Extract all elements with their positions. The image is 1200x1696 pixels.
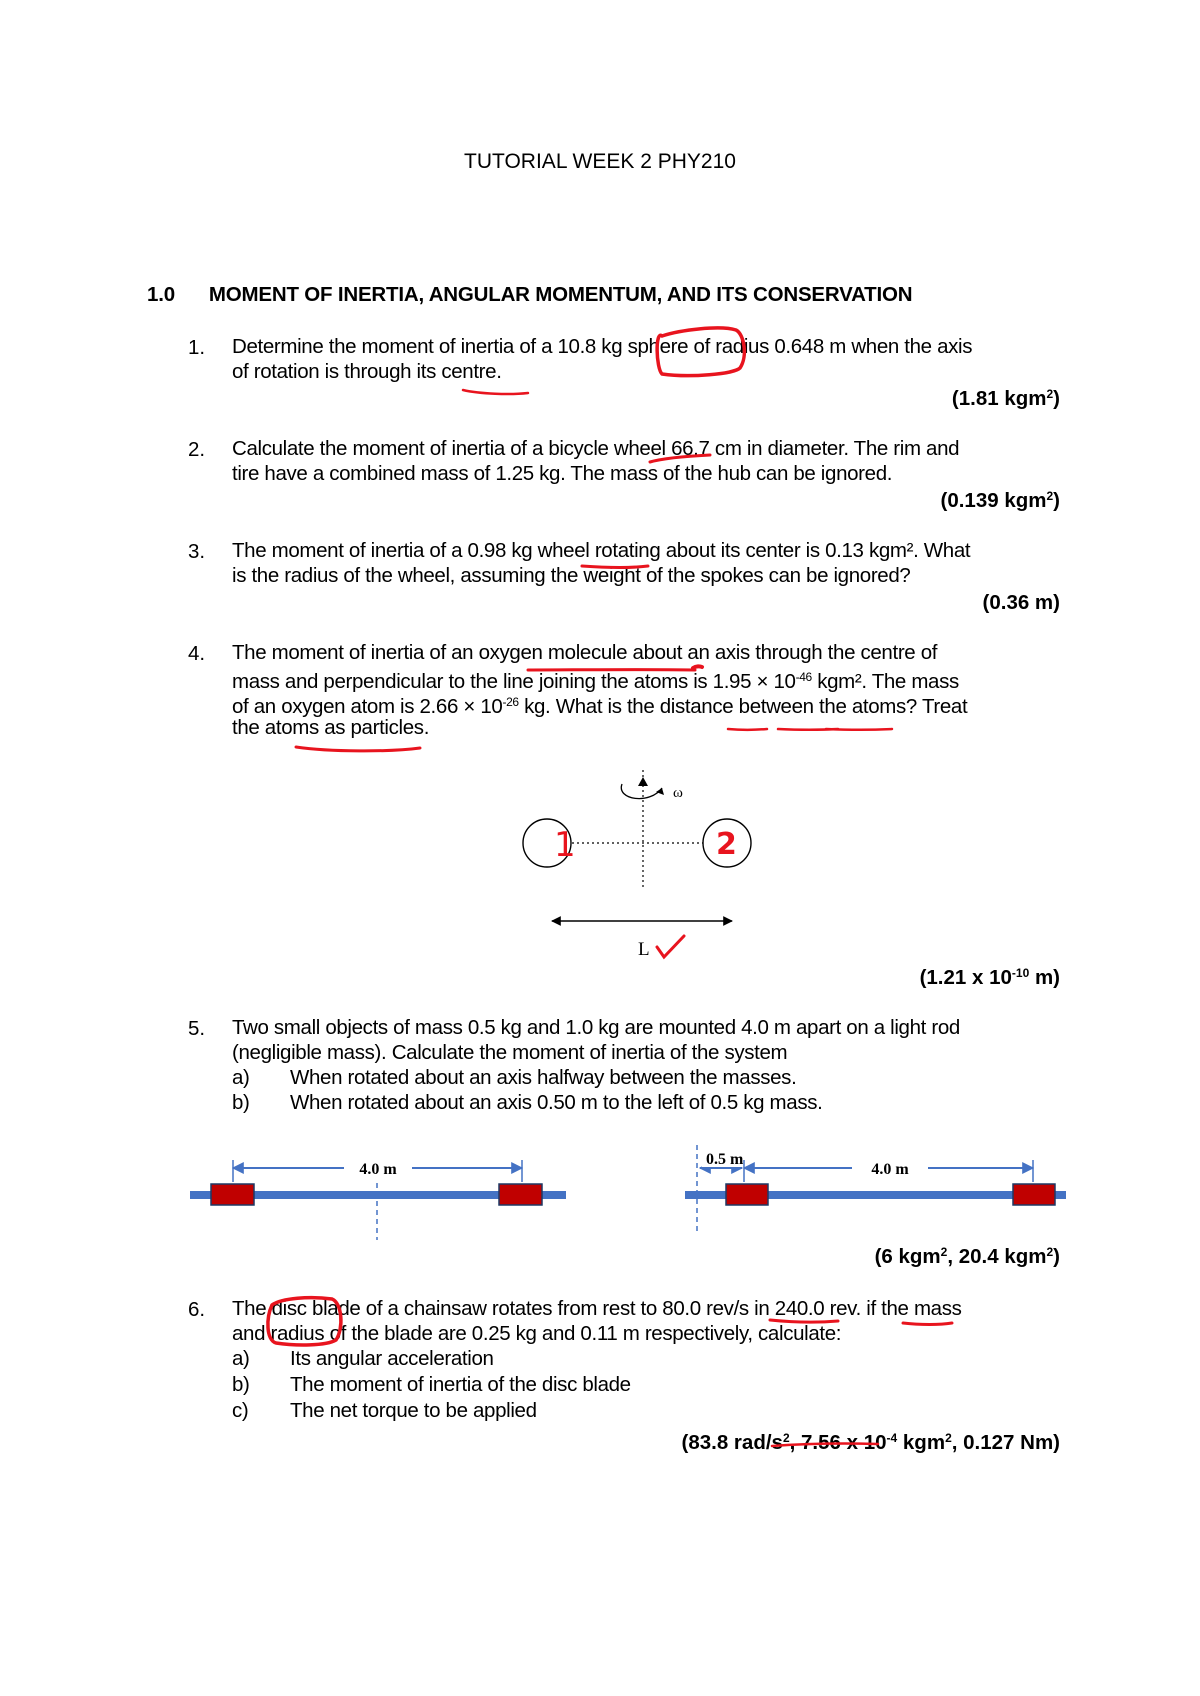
atom-2-number: 2 bbox=[716, 827, 737, 862]
question-text-line: The disc blade of a chainsaw rotates from rest to 80.0 rev/s in 240.0 rev. if the mass bbox=[232, 1297, 962, 1320]
oxygen-molecule-figure bbox=[523, 770, 751, 960]
mass-block bbox=[211, 1184, 254, 1205]
mass-block bbox=[499, 1184, 542, 1205]
question-text-line: Determine the moment of inertia of a 10.8 kg sphere of radius 0.648 m when the axis bbox=[232, 335, 973, 358]
underline-annotation bbox=[463, 390, 528, 394]
answer: (83.8 rad/$s^2$, 7.56 x $10^{-4}$ kgm$^2$, 0.127 Nm) bbox=[681, 1431, 1060, 1454]
sub-question-label: a) bbox=[232, 1066, 250, 1089]
answer: (1.81 kgm$^2$) bbox=[951, 387, 1060, 410]
atom-1-number: 1 bbox=[554, 825, 576, 865]
circle-annotation bbox=[268, 1298, 341, 1345]
question-text-line: is the radius of the wheel, assuming the weight of the spokes can be ignored? bbox=[232, 564, 911, 587]
underline-annotation bbox=[826, 729, 892, 730]
underline-annotation bbox=[582, 566, 648, 568]
circle-annotation bbox=[657, 328, 744, 376]
section-title: MOMENT OF INERTIA, ANGULAR MOMENTUM, AND ITS CONSERVATION bbox=[208, 283, 913, 306]
sub-question-text: The moment of inertia of the disc blade bbox=[290, 1373, 631, 1396]
answer: (6 kgm$^2$, 20.4 kgm$^2$) bbox=[874, 1245, 1060, 1268]
question-number: 6. bbox=[188, 1298, 206, 1321]
question-text-line: tire have a combined mass of 1.25 kg. The mass of the hub can be ignored. bbox=[232, 462, 893, 485]
sub-question-label: a) bbox=[232, 1347, 250, 1370]
sub-question-label: c) bbox=[232, 1399, 249, 1422]
question-text-line: mass and perpendicular to the line joining the atoms is $1.95 \times 10^{-46}$ kgm². The mass bbox=[232, 670, 959, 693]
question-number: 1. bbox=[188, 336, 206, 359]
sub-question-text: When rotated about an axis 0.50 m to the left of 0.5 kg mass. bbox=[290, 1091, 823, 1114]
question-number: 2. bbox=[188, 438, 206, 461]
sub-question-label: b) bbox=[232, 1373, 250, 1396]
underline-annotation bbox=[770, 1320, 838, 1322]
question-text-line: Calculate the moment of inertia of a bicycle wheel 66.7 cm in diameter. The rim and bbox=[232, 437, 960, 460]
omega-label: ω bbox=[673, 785, 683, 801]
underline-annotation bbox=[903, 1323, 952, 1325]
sub-question-label: b) bbox=[232, 1091, 250, 1114]
rod-figure-b bbox=[685, 1145, 1066, 1234]
answer: (0.139 kgm$^2$) bbox=[940, 489, 1060, 512]
question-text-line: The moment of inertia of a 0.98 kg wheel rotating about its center is 0.13 kgm². What bbox=[232, 539, 971, 562]
sub-question-text: The net torque to be applied bbox=[290, 1399, 537, 1422]
question-text-line: of an oxygen atom is $2.66 \times 10^{-26}$ kg. What is the distance between the atoms? Treat bbox=[232, 695, 968, 718]
distance-label: 4.0 m bbox=[871, 1161, 909, 1178]
answer: (1.21 x $10^{-10}$ m) bbox=[919, 966, 1060, 989]
section-number: 1.0 bbox=[147, 283, 175, 306]
handwritten-annotations bbox=[268, 328, 952, 1446]
axis-arrow-icon bbox=[638, 777, 648, 786]
question-text-line: The moment of inertia of an oxygen molecule about an axis through the centre of bbox=[232, 641, 938, 664]
question-number: 5. bbox=[188, 1017, 206, 1040]
underline-annotation bbox=[728, 729, 767, 730]
question-number: 3. bbox=[188, 540, 206, 563]
check-mark-icon bbox=[657, 936, 684, 957]
mass-block bbox=[1013, 1184, 1055, 1205]
question-text-line: and radius of the blade are 0.25 kg and 0.11 m respectively, calculate: bbox=[232, 1322, 842, 1345]
answer: (0.36 m) bbox=[982, 591, 1060, 614]
length-label: L bbox=[638, 939, 650, 960]
question-text-line: of rotation is through its centre. bbox=[232, 360, 502, 383]
rotation-arrow-icon bbox=[621, 784, 662, 799]
strikethrough-annotation bbox=[772, 1444, 878, 1446]
question-text-line: Two small objects of mass 0.5 kg and 1.0 kg are mounted 4.0 m apart on a light rod bbox=[232, 1016, 960, 1039]
distance-label: 4.0 m bbox=[359, 1161, 397, 1178]
sub-question-text: Its angular acceleration bbox=[290, 1347, 494, 1370]
question-text-line: the atoms as particles. bbox=[232, 716, 430, 739]
mass-block bbox=[726, 1184, 768, 1205]
underline-annotation bbox=[650, 455, 710, 462]
page-title: TUTORIAL WEEK 2 PHY210 bbox=[464, 150, 736, 173]
rod-figure-a bbox=[190, 1158, 566, 1240]
question-text-line: (negligible mass). Calculate the moment of inertia of the system bbox=[232, 1041, 788, 1064]
question-number: 4. bbox=[188, 642, 206, 665]
sub-question-text: When rotated about an axis halfway between the masses. bbox=[290, 1066, 797, 1089]
offset-label: 0.5 m bbox=[706, 1151, 744, 1168]
underline-annotation bbox=[296, 747, 420, 751]
struck-answer: 7.56 x $10^{-4}$ bbox=[801, 1431, 898, 1454]
